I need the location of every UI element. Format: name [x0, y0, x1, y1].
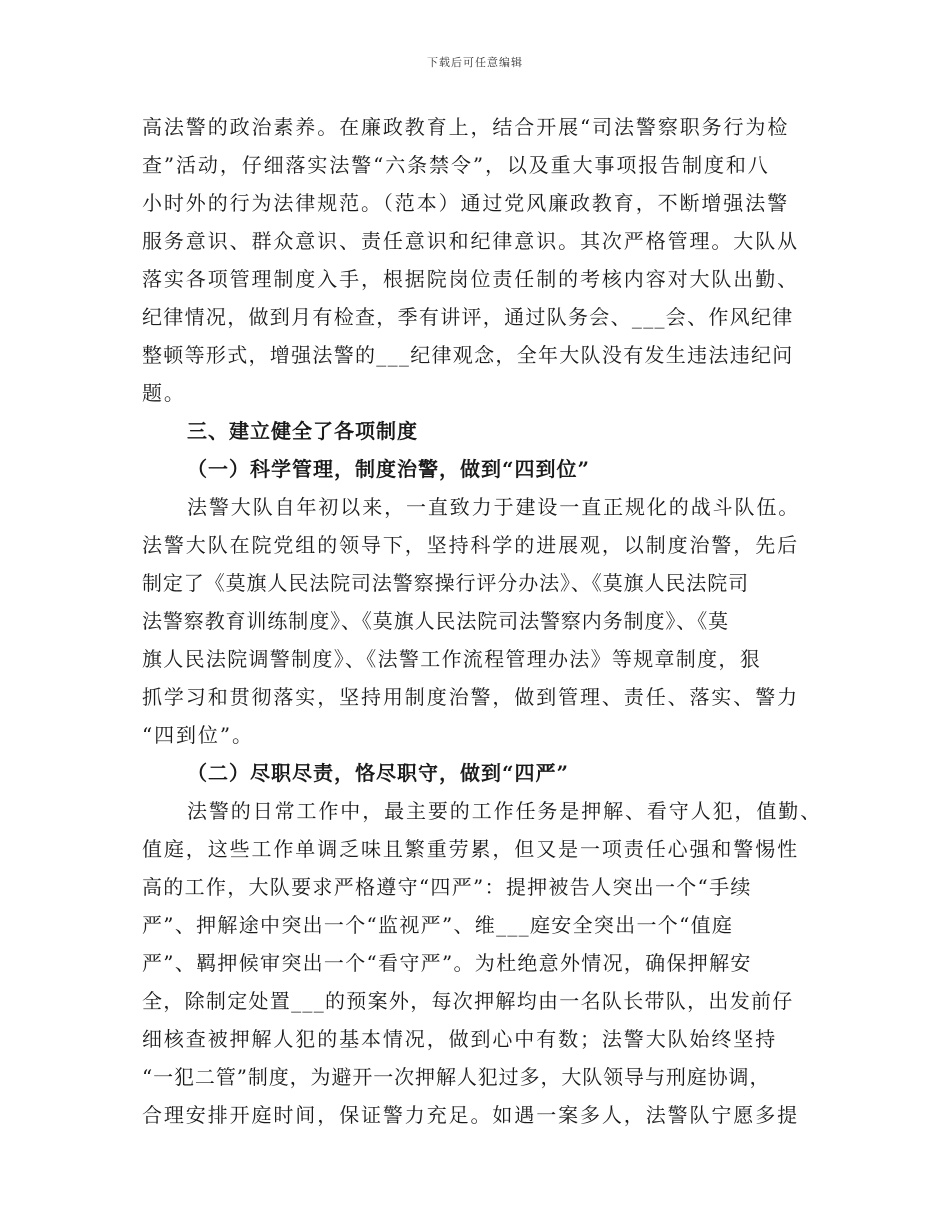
text-line: 值庭，这些工作单调乏味且繁重劳累，但又是一项责任心强和警惕性: [142, 837, 799, 861]
text-line: 高的工作，大队要求严格遵守“四严”：提押被告人突出一个“手续: [142, 875, 752, 899]
text-line: 全，除制定处置___的预案外，每次押解均由一名队长带队，出发前仔: [142, 989, 794, 1013]
subsection-heading: （二）尽职尽责，恪尽职守，做到“四严”: [187, 761, 570, 785]
text-line: 细核查被押解人犯的基本情况，做到心中有数；法警大队始终坚持: [142, 1027, 778, 1051]
text-line: 服务意识、群众意识、责任意识和纪律意识。其次严格管理。大队从: [142, 229, 799, 253]
text-line: 合理安排开庭时间，保证警力充足。如遇一案多人，法警队宁愿多提: [142, 1103, 799, 1127]
text-line: 纪律情况，做到月有检查，季有讲评，通过队务会、___会、作风纪律: [142, 305, 794, 329]
text-line: 抓学习和贯彻落实，坚持用制度治警，做到管理、责任、落实、警力: [142, 685, 799, 709]
text-line: 法警的日常工作中，最主要的工作任务是押解、看守人犯，值勤、: [187, 799, 823, 823]
text-line: 题。: [142, 381, 186, 405]
text-line: 法警大队在院党组的领导下，坚持科学的进展观，以制度治警，先后: [142, 533, 799, 557]
text-line: 法警察教育训练制度》、《莫旗人民法院司法警察内务制度》、《莫: [142, 609, 729, 633]
text-line: “四到位”。: [142, 723, 254, 747]
text-line: 旗人民法院调警制度》、《法警工作流程管理办法》等规章制度，狠: [142, 647, 761, 671]
page-header: 下载后可任意编辑: [427, 56, 523, 69]
text-line: 严”、押解途中突出一个“监视严”、维___庭安全突出一个“值庭: [142, 913, 734, 937]
text-line: “一犯二管”制度，为避开一次押解人犯过多，大队领导与刑庭协调，: [142, 1065, 771, 1089]
text-line: 高法警的政治素养。在廉政教育上，结合开展“司法警察职务行为检: [142, 115, 790, 139]
text-line: 小时外的行为法律规范。（范本）通过党风廉政教育，不断增强法警: [142, 191, 789, 215]
text-line: 整顿等形式，增强法警的___纪律观念，全年大队没有发生违法违纪问: [142, 343, 794, 367]
text-line: 查”活动，仔细落实法警“六条禁令”，以及重大事项报告制度和八: [142, 153, 770, 177]
text-line: 严”、羁押候审突出一个“看守严”。为杜绝意外情况，确保押解安: [142, 951, 752, 975]
subsection-heading: （一）科学管理，制度治警，做到“四到位”: [187, 457, 591, 481]
text-line: 制定了《莫旗人民法院司法警察操行评分办法》、《莫旗人民法院司: [142, 571, 749, 595]
text-line: 落实各项管理制度入手，根据院岗位责任制的考核内容对大队出勤、: [142, 267, 799, 291]
section-heading: 三、建立健全了各项制度: [187, 419, 418, 443]
text-line: 法警大队自年初以来，一直致力于建设一直正规化的战斗队伍。: [187, 495, 801, 519]
document-body: [142, 108, 823, 1134]
